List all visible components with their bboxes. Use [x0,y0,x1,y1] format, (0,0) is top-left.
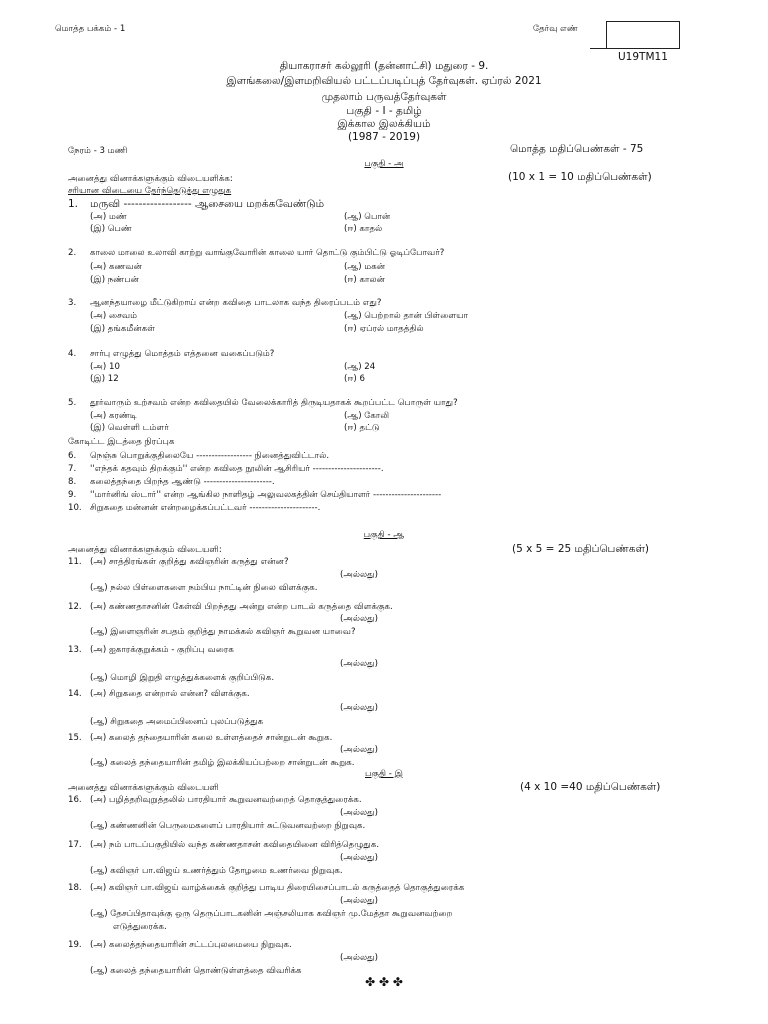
question-16: 16. (அ) பழித்தறிவுறுத்தலில் பாரதியார் கூறுவனவற்றைத் தொகுத்துரைக்க. [68,795,362,805]
or-14: (அல்லது) [340,703,378,713]
course-code: U19TM11 [618,51,668,63]
exam-title: இளங்கலை/இளமறிவியல் பட்டப்படிப்புத் தேர்வுகள். ஏப்ரல் 2021 [226,75,542,87]
part-title: பகுதி - I - தமிழ் [346,105,422,117]
or-11: (அல்லது) [340,570,378,580]
question-12-b: (ஆ) இளைஞரின் சபதம் குறித்து நாமக்கல் கவிஞர் கூறுவன யாவை? [90,627,356,637]
or-15: (அல்லது) [340,745,378,755]
q4-option-c: (இ) 12 [90,374,119,384]
section-c-marks: (4 x 10 =40 மதிப்பெண்கள்) [520,781,661,793]
question-15: 15. (அ) கலைத் தந்தையாரின் கலை உள்ளத்தைச் சான்றுடன் கூறுக. [68,733,333,743]
question-18-b-cont: எடுத்துரைக்க. [113,922,167,932]
question-12: 12. (அ) கண்ணதாசனின் கேள்வி பிறந்தது அன்று என்ற பாடல் கருத்தை விளக்குக. [68,602,393,612]
q1-option-b: (ஆ) பொன் [344,212,391,222]
q3-option-a: (அ) சைவம் [90,311,138,321]
question-18: 18. (அ) கவிஞர் பா.விஜய் வாழ்க்கைக் குறித்து பாடிய திரையிசைப்பாடல் கருத்தைத் தொகுத்துரைக்க [68,883,465,893]
section-a-title: பகுதி - அ [364,159,404,169]
question-17: 17. (அ) நம் பாடப்பகுதியில் வந்த கண்ணதாசன் கவிதையினை விரித்தெழுதுக. [68,840,380,850]
question-8: 8. கலைத்தந்தை பிறந்த ஆண்டு ----------------------. [68,477,275,487]
question-13: 13. (அ) ஐகாரக்குறுக்கம் - குறிப்பு வரைக [68,645,234,655]
question-7: 7. ''எந்தக் கதவும் திறக்கும்'' என்ற கவிதை நூலின் ஆசிரியர் ----------------------. [68,464,384,474]
total-pages: மொத்த பக்கம் - 1 [55,24,126,34]
header-rule [590,48,680,49]
question-19: 19. (அ) கலைத்தந்தையாரின் சட்டப்புலமையை நிறுவுக. [68,940,292,950]
question-9: 9. ''மார்னிங் ஸ்டார்'' என்ற ஆங்கில நாளிதழ் அலுவலகத்தின் செய்தியாளர் ---------------------- [68,490,442,500]
question-2: 2. காலை மாலை உலாவி காற்று வாங்குவோரின் காலை யார் தொட்டு கும்பிட்டு ஓடிப்போவர்? [68,248,445,258]
section-a-subheading: சரியான விடையை தேர்ந்தெடுத்து எழுதுக [68,186,232,196]
or-18: (அல்லது) [340,896,378,906]
question-15-b: (ஆ) கலைத் தந்தையாரின் தமிழ் இலக்கியப்பற்றை சான்றுடன் கூறுக. [90,758,355,768]
question-1: 1. மருவி ------------------ ஆசையை மறக்கவேண்டும் [68,198,325,210]
footer-ornament: ✤ ✤ ✤ [365,975,403,989]
q1-option-c: (இ) பெண் [90,224,132,234]
question-11-b: (ஆ) நல்ல பிள்ளைகளை நம்பிய நாட்டின் நிலை விளக்குக. [90,583,318,593]
q4-option-a: (அ) 10 [90,362,120,372]
q3-option-d: (ஈ) ஏப்ரல் மாதத்தில் [344,324,424,334]
or-12: (அல்லது) [340,614,378,624]
question-17-b: (ஆ) கவிஞர் பா.விஜய் உணர்த்தும் தோழமை உணர்வை நிறுவுக. [90,866,343,876]
question-14-b: (ஆ) சிறுகதை அமைப்பினைப் புலப்படுத்துக [90,717,264,727]
college-name: தியாகராசர் கல்லூரி (தன்னாட்சி) மதுரை - 9. [279,60,489,72]
question-10: 10. சிறுகதை மன்னன் என்றழைக்கப்பட்டவர் ----------------------. [68,503,321,513]
question-14: 14. (அ) சிறுகதை என்றால் என்ன? விளக்குக. [68,689,250,699]
q5-option-d: (ஈ) தட்டு [344,423,380,433]
time-label: நேரம் - 3 மணி [68,146,128,156]
years-title: (1987 - 2019) [347,131,421,143]
section-b-instruction: அனைத்து வினாக்களுக்கும் விடையளி: [68,545,222,555]
question-3: 3. ஆனந்தயாழை மீட்டுகிறாய் என்ற கவிதை பாடலாக வந்த திரைப்படம் எது? [68,298,382,308]
question-4: 4. சார்பு எழுத்து மொத்தம் எத்தனை வகைப்படும்? [68,349,275,359]
question-6: 6. நெஞ்சு பொறுக்குதிலையே ------------------ நினைத்துவிட்டால். [68,451,330,461]
section-c-title: பகுதி - இ [365,769,403,779]
reg-no-box [606,21,680,49]
question-16-b: (ஆ) கண்ணனின் பெருமைகளைப் பாரதியார் சுட்டுவனவற்றை நிறுவுக. [90,821,366,831]
q1-option-a: (அ) மண் [90,212,127,222]
q3-option-c: (இ) தங்கமீன்கள் [90,324,155,334]
question-5: 5. தூர்வாரும் உற்சவம் என்ற கவிதையில் வேலைக்காரித் திருடியதாகக் கூறப்பட்ட பொருள் யாது? [68,398,458,408]
q2-option-c: (இ) நண்பன் [90,275,139,285]
q4-option-d: (ஈ) 6 [344,374,365,384]
or-17: (அல்லது) [340,853,378,863]
q2-option-a: (அ) கணவன் [90,262,142,272]
q4-option-b: (ஆ) 24 [344,362,376,372]
semester-title: முதலாம் பருவத்தேர்வுகள் [321,91,447,103]
question-13-b: (ஆ) மொழி இறுதி எழுத்துக்களைக் குறிப்பிடுக. [90,673,275,683]
q2-option-b: (ஆ) மகன் [344,262,386,272]
fill-heading: கோடிட்ட இடத்தை நிரப்புக [68,437,175,447]
section-b-marks: (5 x 5 = 25 மதிப்பெண்கள்) [512,543,650,555]
reg-no-label: தேர்வு எண் [533,24,578,34]
section-a-marks: (10 x 1 = 10 மதிப்பெண்கள்) [508,171,652,183]
q5-option-b: (ஆ) கோலி [344,411,390,421]
q5-option-c: (இ) வெள்ளி டம்ளர் [90,423,169,433]
section-a-instruction: அனைத்து வினாக்களுக்கும் விடையளிக்க: [68,174,233,184]
q5-option-a: (அ) கரண்டி [90,411,137,421]
q3-option-b: (ஆ) பெற்றால் தான் பிள்ளையா [344,311,468,321]
or-13: (அல்லது) [340,659,378,669]
question-18-b: (ஆ) தேசப்பிதாவுக்கு ஒரு தெருப்பாடகனின் அஞ்சலியாக கவிஞர் மு.மேத்தா கூறுவனவற்றை [90,909,453,919]
section-b-title: பகுதி - ஆ [363,530,405,540]
question-19-b: (ஆ) கலைத் தந்தையாரின் தொண்டுள்ளத்தை விவரிக்க [90,966,302,976]
or-16: (அல்லது) [340,808,378,818]
or-19: (அல்லது) [340,953,378,963]
question-11: 11. (அ) சாத்திரங்கள் குறித்து கவிஞரின் கருத்து என்ன? [68,557,289,567]
q1-option-d: (ஈ) காதல் [344,224,383,234]
subject-title: இக்கால இலக்கியம் [337,118,431,130]
q2-option-d: (ஈ) காலன் [344,275,385,285]
section-c-instruction: அனைத்து வினாக்களுக்கும் விடையளி [68,783,219,793]
total-marks: மொத்த மதிப்பெண்கள் - 75 [510,143,644,155]
